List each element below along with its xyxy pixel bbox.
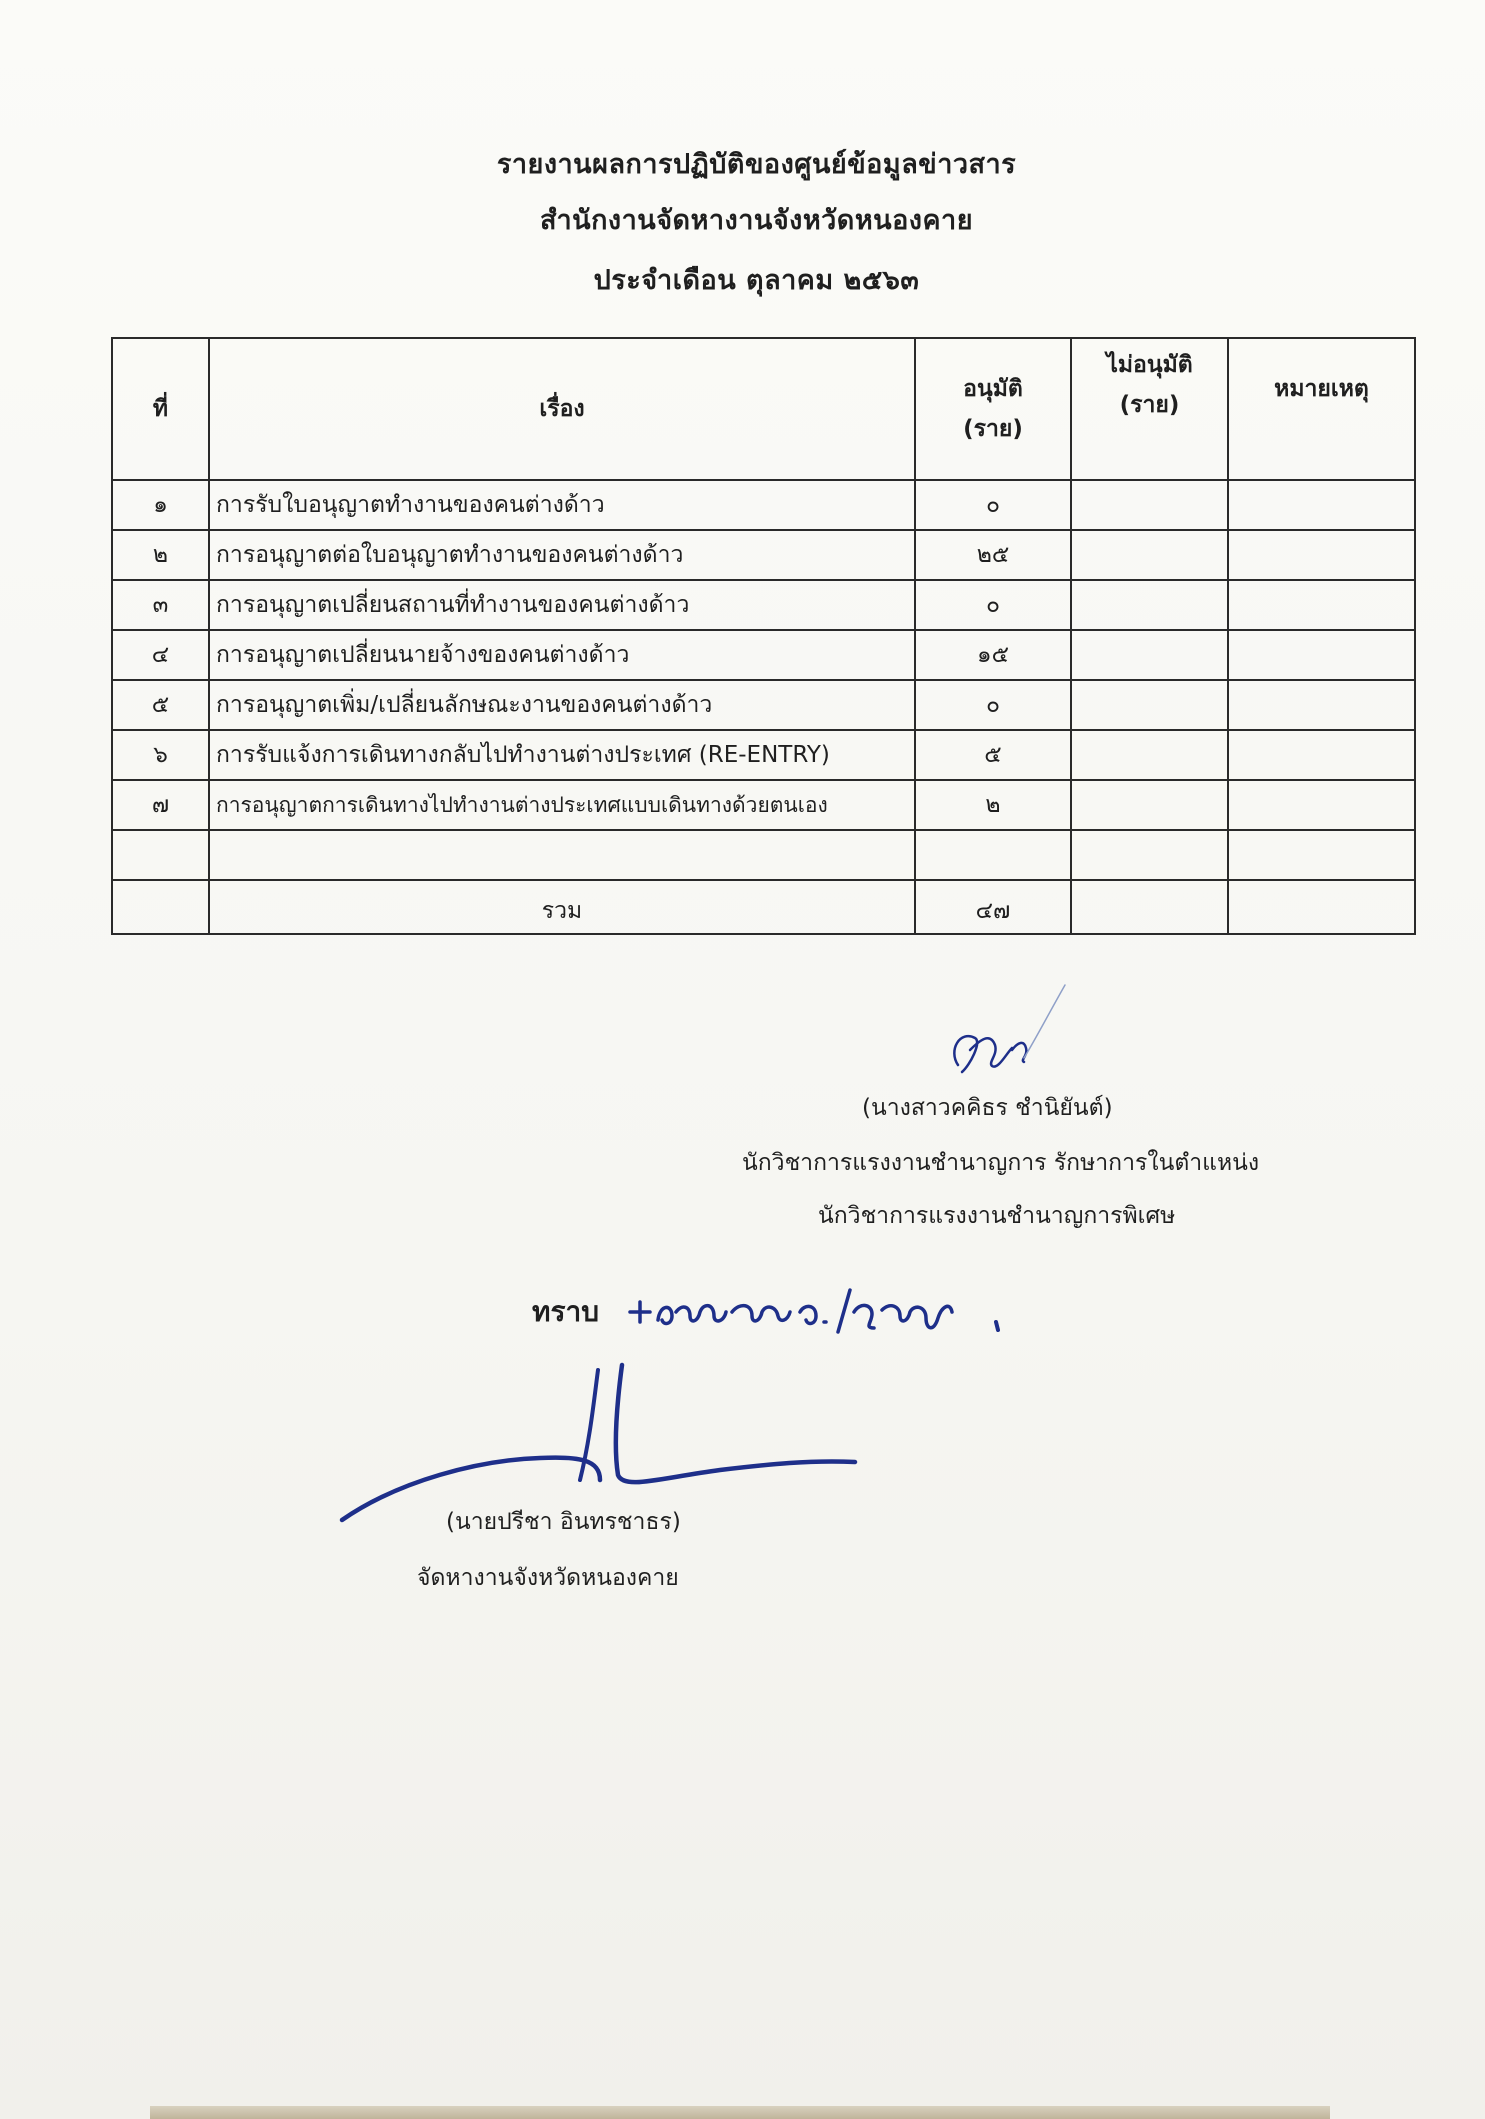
row-subject: การรับใบอนุญาตทำงานของคนต่างด้าว <box>209 480 915 530</box>
signer-2-name: (นายปรีชา อินทรชาธร) <box>446 1509 681 1535</box>
row-not-approved <box>1071 830 1228 880</box>
row-number: ๗ <box>112 780 209 830</box>
row-number: ๓ <box>112 580 209 630</box>
row-not-approved <box>1071 680 1228 730</box>
acknowledge-label: ทราบ <box>532 1295 599 1328</box>
row-subject: การอนุญาตการเดินทางไปทำงานต่างประเทศแบบเดินทางด้วยตนเอง <box>209 780 915 830</box>
table-header-row <box>112 338 1415 480</box>
table-row-empty <box>112 830 1415 880</box>
row-subject: การรับแจ้งการเดินทางกลับไปทำงานต่างประเทศ (RE-ENTRY) <box>209 730 915 780</box>
total-remarks <box>1228 880 1415 934</box>
column-header-remarks: หมายเหตุ <box>1228 338 1415 480</box>
total-not-approved <box>1071 880 1228 934</box>
table-row <box>112 630 1415 680</box>
row-number: ๑ <box>112 480 209 530</box>
row-not-approved <box>1071 780 1228 830</box>
row-remarks <box>1228 680 1415 730</box>
row-not-approved <box>1071 580 1228 630</box>
table-row <box>112 730 1415 780</box>
column-header-no: ที่ <box>112 338 209 480</box>
column-header-approved <box>915 338 1071 480</box>
signer-1-position-line-2: นักวิชาการแรงงานชำนาญการพิเศษ <box>818 1203 1176 1229</box>
row-number <box>112 830 209 880</box>
row-not-approved <box>1071 630 1228 680</box>
row-number: ๖ <box>112 730 209 780</box>
signer-2-position: จัดหางานจังหวัดหนองคาย <box>417 1565 679 1591</box>
table-row <box>112 580 1415 630</box>
row-subject <box>209 830 915 880</box>
signature-1-icon <box>940 970 1070 1080</box>
report-table <box>111 337 1416 935</box>
column-header-not-approved-line1: ไม่อนุมัติ <box>1106 352 1193 378</box>
row-approved: ๕ <box>915 730 1071 780</box>
total-label: รวม <box>209 880 915 934</box>
table-row <box>112 480 1415 530</box>
row-remarks <box>1228 730 1415 780</box>
row-not-approved <box>1071 530 1228 580</box>
table-total-row <box>112 880 1415 934</box>
row-number: ๕ <box>112 680 209 730</box>
row-number: ๔ <box>112 630 209 680</box>
row-not-approved <box>1071 730 1228 780</box>
row-subject: การอนุญาตเปลี่ยนนายจ้างของคนต่างด้าว <box>209 630 915 680</box>
row-remarks <box>1228 830 1415 880</box>
total-number-cell <box>112 880 209 934</box>
column-header-approved-line1: อนุมัติ <box>963 376 1023 402</box>
scan-bottom-edge <box>150 2106 1330 2119</box>
table-row <box>112 530 1415 580</box>
report-period: ประจำเดือน ตุลาคม ๒๕๖๓ <box>593 265 920 296</box>
row-remarks <box>1228 480 1415 530</box>
row-subject: การอนุญาตต่อใบอนุญาตทำงานของคนต่างด้าว <box>209 530 915 580</box>
row-remarks <box>1228 780 1415 830</box>
signer-1-name: (นางสาวคคิธร ชำนิยันต์) <box>862 1095 1113 1121</box>
table-row <box>112 780 1415 830</box>
row-remarks <box>1228 630 1415 680</box>
handwritten-acknowledgement-icon <box>628 1282 1028 1342</box>
report-title: รายงานผลการปฏิบัติของศูนย์ข้อมูลข่าวสาร <box>496 149 1017 180</box>
table-row <box>112 680 1415 730</box>
row-approved: ๒๕ <box>915 530 1071 580</box>
row-approved <box>915 830 1071 880</box>
row-approved: ๑๕ <box>915 630 1071 680</box>
office-name: สำนักงานจัดหางานจังหวัดหนองคาย <box>539 205 974 236</box>
column-header-approved-line2: (ราย) <box>963 416 1023 442</box>
row-approved: ๐ <box>915 480 1071 530</box>
row-subject: การอนุญาตเปลี่ยนสถานที่ทำงานของคนต่างด้าว <box>209 580 915 630</box>
row-remarks <box>1228 580 1415 630</box>
row-approved: ๐ <box>915 580 1071 630</box>
total-approved: ๔๗ <box>915 880 1071 934</box>
row-number: ๒ <box>112 530 209 580</box>
row-not-approved <box>1071 480 1228 530</box>
row-approved: ๐ <box>915 680 1071 730</box>
column-header-subject: เรื่อง <box>209 338 915 480</box>
signer-1-position-line-1: นักวิชาการแรงงานชำนาญการ รักษาการในตำแหน่ง <box>742 1150 1260 1176</box>
column-header-not-approved-line2: (ราย) <box>1119 392 1180 418</box>
row-approved: ๒ <box>915 780 1071 830</box>
column-header-not-approved <box>1071 338 1228 480</box>
row-remarks <box>1228 530 1415 580</box>
row-subject: การอนุญาตเพิ่ม/เปลี่ยนลักษณะงานของคนต่างด้าว <box>209 680 915 730</box>
